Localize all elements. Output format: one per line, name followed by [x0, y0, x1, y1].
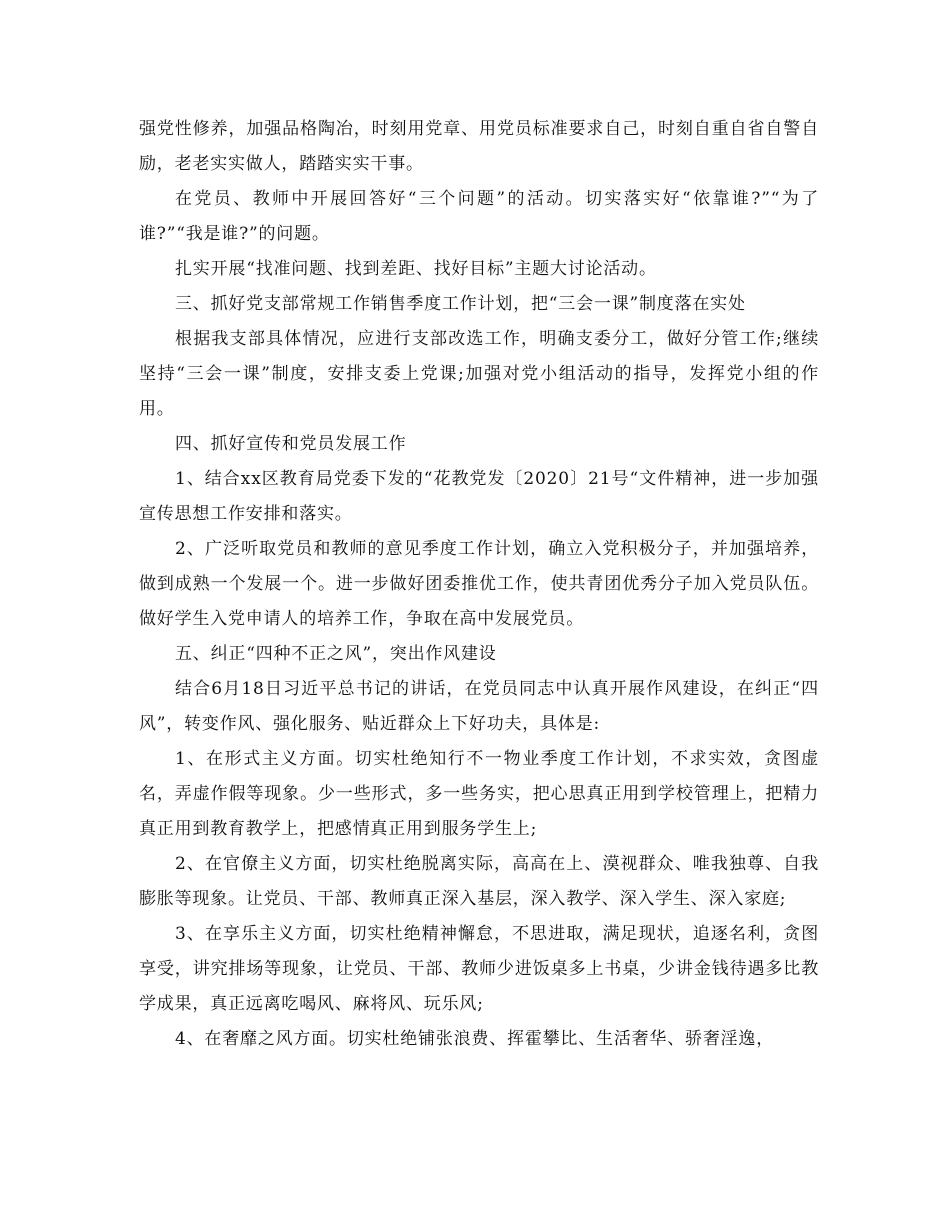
paragraph: 3、在享乐主义方面，切实杜绝精神懈怠，不思进取，满足现状，追逐名利，贪图享受，讲究排场等现象，让党员、干部、教师少进饭桌多上书桌，少讲金钱待遇多比教学成果，真正远离吃喝风、麻将风、玩乐风; — [139, 924, 819, 1014]
section-heading: 三、抓好党支部常规工作销售季度工作计划，把“三会一课”制度落在实处 — [175, 294, 746, 314]
paragraph: 4、在奢靡之风方面。切实杜绝铺张浪费、挥霍攀比、生活奢华、骄奢淫逸， — [175, 1029, 775, 1049]
document-body — [139, 112, 819, 1057]
section-heading: 五、纠正“四种不正之风”，突出作风建设 — [175, 644, 497, 664]
paragraph: 根据我支部具体情况，应进行支部改选工作，明确支委分工，做好分管工作;继续坚持“三会一课”制度，安排支委上党课;加强对党小组活动的指导，发挥党小组的作用。 — [139, 329, 819, 419]
paragraph: 1、结合xx区教育局党委下发的“花教党发〔2020〕21号“文件精神，进一步加强宣传思想工作安排和落实。 — [139, 469, 819, 524]
paragraph: 在党员、教师中开展回答好“三个问题”的活动。切实落实好“依靠谁?”“为了谁?”“我是谁?”的问题。 — [139, 189, 819, 244]
paragraph: 2、在官僚主义方面，切实杜绝脱离实际，高高在上、漠视群众、唯我独尊、自我膨胀等现象。让党员、干部、教师真正深入基层，深入教学、深入学生、深入家庭; — [139, 854, 819, 909]
paragraph: 强党性修养，加强品格陶冶，时刻用党章、用党员标准要求自己，时刻自重自省自警自励，老老实实做人，踏踏实实干事。 — [139, 119, 819, 174]
paragraph: 结合6月18日习近平总书记的讲话，在党员同志中认真开展作风建设，在纠正“四风”，转变作风、强化服务、贴近群众上下好功夫，具体是: — [139, 679, 819, 734]
paragraph: 1、在形式主义方面。切实杜绝知行不一物业季度工作计划，不求实效，贪图虚名，弄虚作假等现象。少一些形式，多一些务实，把心思真正用到学校管理上，把精力真正用到教育教学上，把感情真正用到服务学生上; — [139, 749, 819, 839]
section-heading: 四、抓好宣传和党员发展工作 — [175, 434, 407, 454]
paragraph: 扎实开展“找准问题、找到差距、找好目标”主题大讨论活动。 — [175, 259, 657, 279]
paragraph: 2、广泛听取党员和教师的意见季度工作计划，确立入党积极分子，并加强培养，做到成熟一个发展一个。进一步做好团委推优工作，使共青团优秀分子加入党员队伍。做好学生入党申请人的培养工作，争取在高中发展党员。 — [139, 539, 819, 629]
